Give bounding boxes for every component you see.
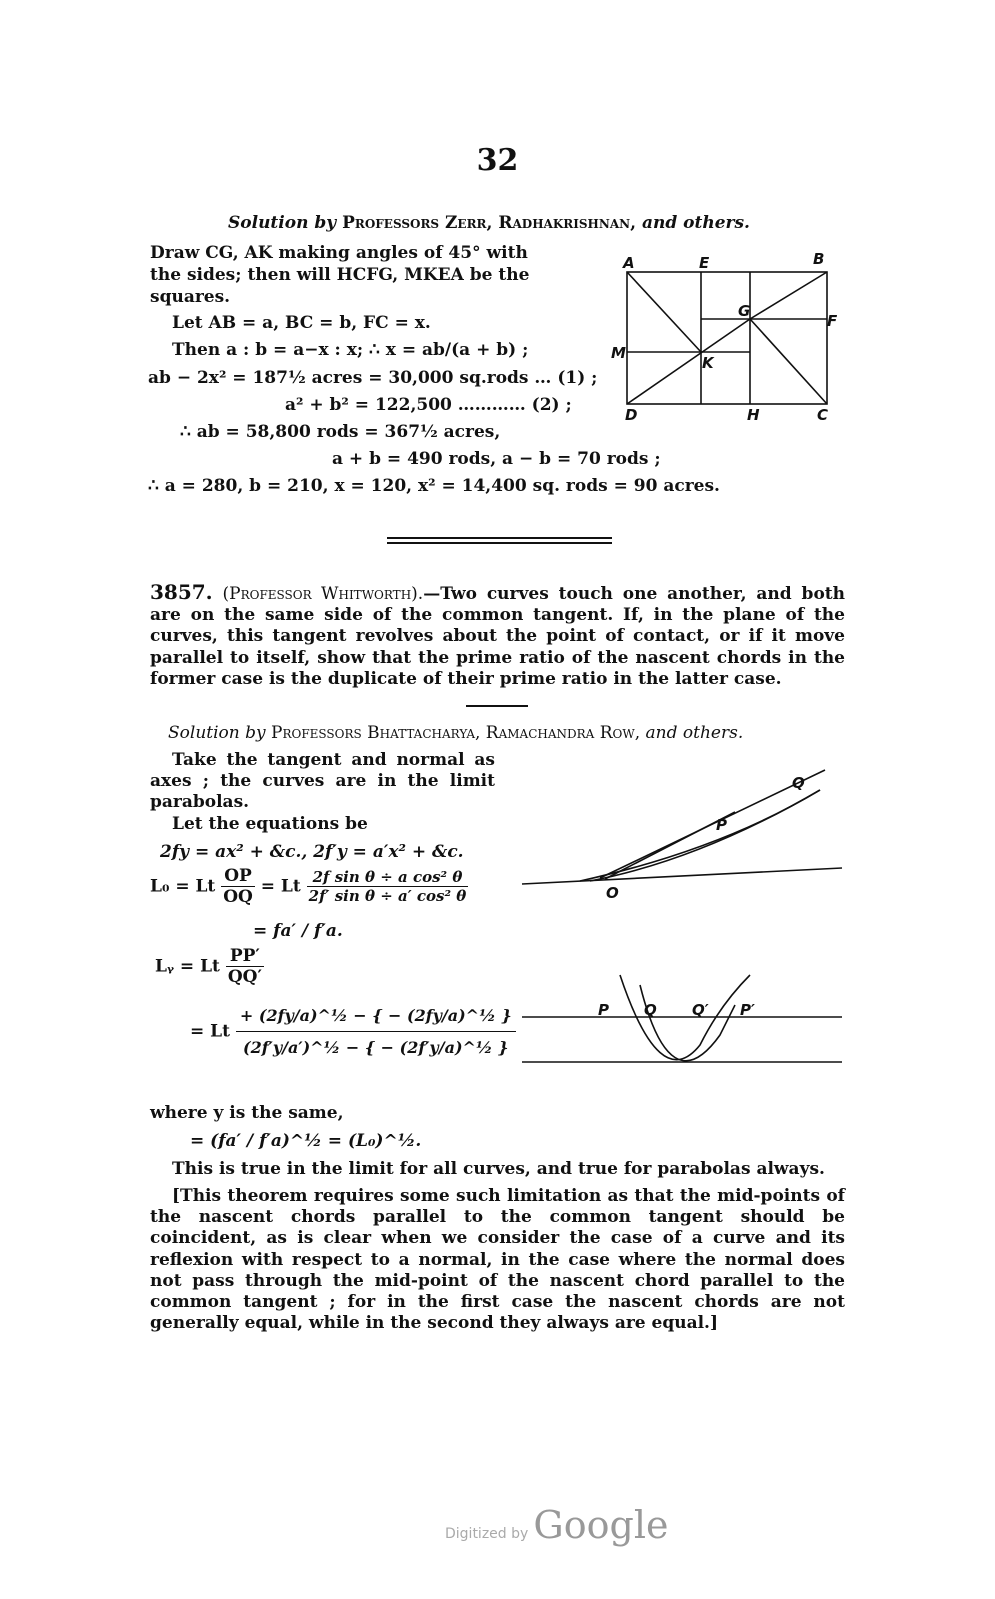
fraction-pp-qq [226, 946, 264, 987]
text-line: squares. [150, 287, 231, 307]
label-p: P [716, 816, 727, 834]
frac-den: 2f′ sin θ ÷ a′ cos² θ [308, 887, 467, 905]
fraction-sin-cos [307, 868, 469, 905]
heading-tail: and others. [641, 213, 750, 233]
problem-author: (Professor Whitworth). [222, 584, 424, 604]
label-b: B [813, 250, 825, 268]
label-q-prime: Q′ [692, 1001, 709, 1019]
heading-lead: Solution by [168, 723, 266, 743]
label-p: P [598, 1001, 609, 1019]
label-g: G [738, 302, 751, 320]
frac-den: QQ′ [227, 967, 262, 987]
text-line: ab − 2x² = 187½ acres = 30,000 sq.rods … (1) ; [148, 368, 598, 388]
double-rule-bottom [387, 542, 612, 544]
label-o: O [606, 884, 619, 902]
label-m: M [611, 344, 626, 362]
label-a: A [623, 254, 635, 272]
intro-line: Let the equations be [172, 814, 368, 834]
problem-3857 [150, 582, 845, 690]
equation-3: = fa′ / f′a. [253, 921, 343, 941]
frac-num: PP′ [226, 946, 264, 967]
text-line: Let AB = a, BC = b, FC = x. [172, 313, 431, 333]
digitized-text: Digitized by [445, 1526, 529, 1542]
label-d: D [625, 406, 638, 424]
equation-4 [155, 946, 264, 987]
text-line: ∴ ab = 58,800 rods = 367½ acres, [180, 422, 501, 442]
intro-line: axes ; the curves are in the limit [150, 771, 495, 791]
tangent-curves-figure [520, 760, 850, 920]
text-line: the sides; then will HCFG, MKEA be the [150, 265, 530, 285]
problem-text: —Two curves touch one another, and both are on the same side of the common tangent. If, in the plane of the curves, this tangent revolves about the point of contact, or if it move parallel to itself, show that the prime ratio of the nascent chords in the former case is the duplicate of their prime ratio in the latter case. [150, 584, 845, 689]
equation-5 [190, 1000, 516, 1063]
text-line: ∴ a = 280, b = 210, x = 120, x² = 14,400 sq. rods = 90 acres. [148, 476, 720, 496]
rectangle-figure [605, 248, 850, 428]
intro-line: Take the tangent and normal as [172, 750, 495, 770]
frac-num: 2f sin θ ÷ a cos² θ [307, 868, 469, 887]
frac-den: OQ [223, 887, 253, 907]
eq2-mid: = Lt [260, 876, 301, 897]
fraction-sqrt [236, 1000, 516, 1063]
frac-den: (2f′y/a′)^½ − { − (2f′y/a)^½ } [243, 1038, 509, 1057]
label-q: Q [792, 774, 805, 792]
label-f: F [827, 312, 838, 330]
where-line: where y is the same, [150, 1103, 344, 1123]
remark-paragraph: [This theorem requires some such limitation as that the mid-points of the nascent chords parallel to the common tangent should be coincident, as is clear when we consider the case of a curve and its reflexion with respect to a normal, in the case where the normal does not pass through the mid-point of the nascent chord parallel to the common tangent ; for in the first case the nascent chords are not generally equal, while in the second they always are equal.] [150, 1186, 845, 1334]
label-c: C [817, 406, 829, 424]
frac-num: OP [221, 866, 255, 887]
equation-1: 2fy = ax² + &c., 2f′y = a′x² + &c. [160, 842, 464, 862]
intro-line: parabolas. [150, 792, 250, 812]
label-q: Q [644, 1001, 657, 1019]
short-rule [466, 705, 528, 707]
heading-lead: Solution by [228, 213, 337, 233]
text-line: Draw CG, AK making angles of 45° with [150, 243, 528, 263]
fraction-op-oq [221, 866, 255, 907]
digitized-watermark [445, 1503, 668, 1547]
solution-heading-1 [228, 213, 750, 233]
google-logo: Google [533, 1503, 669, 1547]
parabolas-figure [520, 965, 850, 1075]
text-line: Then a : b = a−x : x; ∴ x = ab/(a + b) ; [172, 340, 529, 360]
conclusion-line: This is true in the limit for all curves, and true for parabolas always. [172, 1159, 825, 1179]
heading-tail: and others. [645, 723, 744, 743]
heading-authors: Professors Zerr, Radhakrishnan, [342, 213, 637, 233]
double-rule-top [387, 537, 612, 539]
heading-authors: Professors Bhattacharya, Ramachandra Row, [271, 723, 641, 743]
eq2-lhs: L₀ = Lt [150, 876, 216, 897]
label-e: E [699, 254, 710, 272]
label-k: K [702, 354, 714, 372]
text-line: a² + b² = 122,500 ………… (2) ; [285, 395, 572, 415]
label-h: H [747, 406, 760, 424]
eq4-lhs: Lᵧ = Lt [155, 956, 220, 977]
frac-num: + (2fy/a)^½ − { − (2fy/a)^½ } [236, 1000, 516, 1032]
equation-2 [150, 866, 468, 907]
problem-number: 3857. [150, 580, 213, 604]
equation-6: = (fa′ / f′a)^½ = (L₀)^½. [190, 1131, 422, 1151]
text-line: a + b = 490 rods, a − b = 70 rods ; [332, 449, 661, 469]
solution-heading-2 [168, 723, 743, 743]
label-p-prime: P′ [740, 1001, 755, 1019]
eq5-lhs: = Lt [190, 1021, 230, 1042]
page-number: 32 [476, 143, 519, 178]
